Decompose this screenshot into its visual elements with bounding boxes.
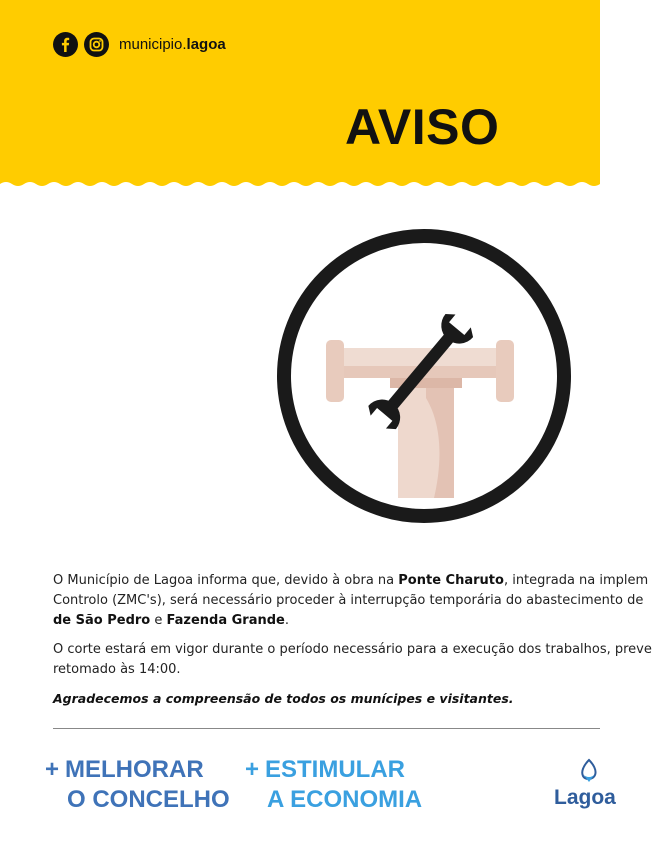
para1-and: e [150,613,167,628]
slogan2-line2: A ECONOMIA [267,786,423,813]
lagoa-logo-text: Lagoa [554,786,616,809]
slogan-melhorar [45,755,230,815]
slogan2-line1: ESTIMULAR [265,756,405,783]
para1-rest: , integrada na implem [503,573,649,588]
social-handle-bold: lagoa [186,35,226,53]
para1-location: Ponte Charuto [398,573,504,588]
instagram-icon[interactable] [84,32,109,57]
para2-line1: O corte estará em vigor durante o período necessário para a execução dos trabalhos, preve [53,642,652,657]
social-handle-prefix: municipio. [119,35,187,53]
notice-paragraph-1 [53,571,649,631]
para2-line2: retomado às 14:00. [53,662,181,677]
page-title: AVISO [345,99,500,155]
social-handle[interactable] [119,36,226,53]
slogan1-plus: + [45,756,60,783]
para1-end: . [284,613,290,628]
para1-area-2: Fazenda Grande [166,613,285,628]
pipe-repair-illustration [276,228,576,528]
para1-lead: O Município de Lagoa informa que, devido à obra na [53,573,399,588]
slogan2-plus: + [245,756,260,783]
slogan1-line2: O CONCELHO [67,786,230,813]
thanks-note: Agradecemos a compreensão de todos os munícipes e visitantes. [53,691,514,706]
notice-paragraph-2 [53,640,652,680]
social-bar [53,31,226,57]
header-wave-background [0,0,600,192]
slogan1-line1: MELHORAR [65,756,204,783]
divider [53,728,600,729]
notice-body [53,571,652,689]
header-banner [0,0,600,192]
para1-area-1: de São Pedro [53,613,151,628]
facebook-icon[interactable] [53,32,78,57]
slogan-estimular [245,755,422,815]
para1-line2: Controlo (ZMC's), será necessário proceder à interrupção temporária do abastecimento de [53,593,644,608]
